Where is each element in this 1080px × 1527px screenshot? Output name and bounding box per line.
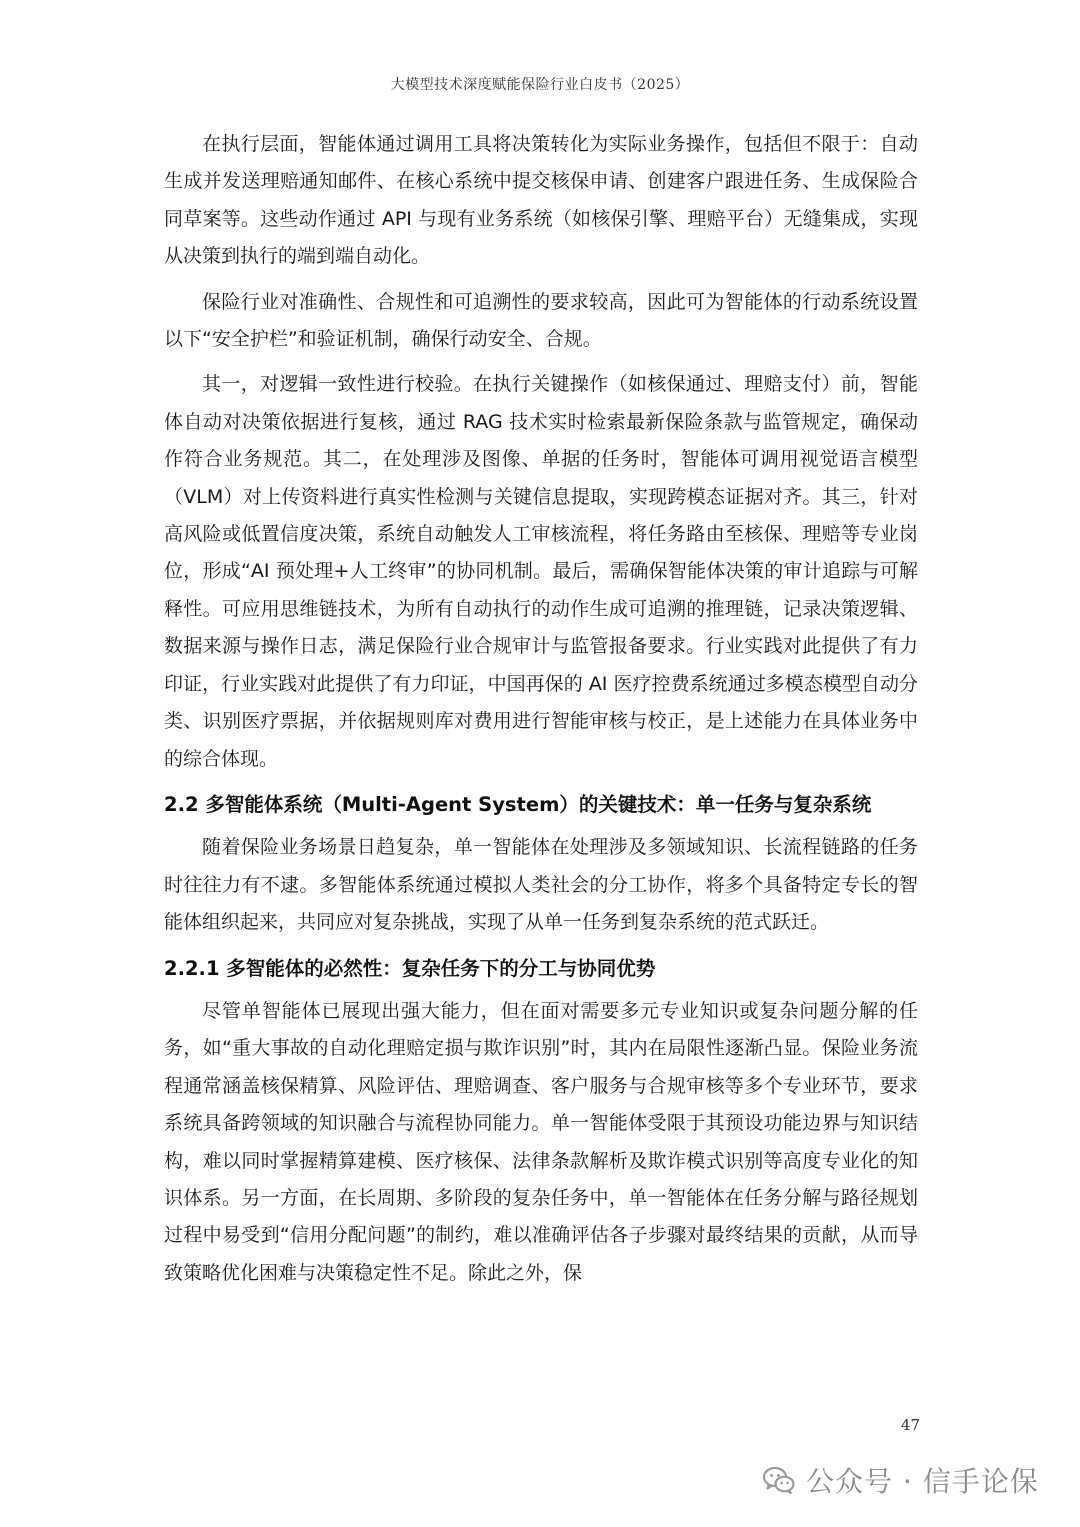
paragraph-multi-agent-intro: 随着保险业务场景日趋复杂，单一智能体在处理涉及多领域知识、长流程链路的任务时往往力有不逮。多智能体系统通过模拟人类社会的分工协作，将多个具备特定专长的智能体组织起来，共同应对复杂挑战，实现了从单一任务到复杂系统的范式跃迁。 (164, 836, 918, 934)
paragraph-execution-layer: 在执行层面，智能体通过调用工具将决策转化为实际业务操作，包括但不限于：自动生成并发送理赔通知邮件、在核心系统中提交核保申请、创建客户跟进任务、生成保险合同草案等。这些动作通过 API 与现有业务系统（如核保引擎、理赔平台）无缝集成，实现从决策到执行的端到端自动化。 (164, 133, 918, 268)
page-content (164, 126, 918, 1292)
running-header: 大模型技术深度赋能保险行业白皮书（2025） (390, 77, 690, 93)
wechat-icon (762, 1463, 796, 1497)
section-heading-2-2-1: 2.2.1 多智能体的必然性：复杂任务下的分工与协同优势 (164, 956, 656, 980)
watermark-text: 公众号 · 信手论保 (806, 1465, 1039, 1498)
page-number: 47 (900, 1416, 920, 1434)
section-heading-2-2: 2.2 多智能体系统（Multi-Agent System）的关键技术：单一任务与复杂系统 (164, 792, 872, 816)
paragraph-guardrails-intro: 保险行业对准确性、合规性和可追溯性的要求较高，因此可为智能体的行动系统设置以下“安全护栏”和验证机制，确保行动安全、合规。 (164, 290, 918, 351)
wechat-watermark (762, 1455, 1039, 1505)
paragraph-guardrails-detail: 其一，对逻辑一致性进行校验。在执行关键操作（如核保通过、理赔支付）前，智能体自动对决策依据进行复核，通过 RAG 技术实时检索最新保险条款与监管规定，确保动作符合业务规范。其二，在处理涉及图像、单据的任务时，智能体可调用视觉语言模型（VLM）对上传资料进行真实性检测与关键信息提取，实现跨模态证据对齐。其三，针对高风险或低置信度决策，系统自动触发人工审核流程，将任务路由至核保、理赔等专业岗位，形成“AI 预处理+人工终审”的协同机制。最后，需确保智能体决策的审计追踪与可解释性。可应用思维链技术，为所有自动执行的动作生成可追溯的推理链，记录决策逻辑、数据来源与操作日志，满足保险行业合规审计与监管报备要求。行业实践对此提供了有力印证，行业实践对此提供了有力印证，中国再保的 AI 医疗控费系统通过多模态模型自动分类、识别医疗票据，并依据规则库对费用进行智能审核与校正，是上述能力在具体业务中的综合体现。 (164, 373, 918, 770)
paragraph-single-agent-limits: 尽管单智能体已展现出强大能力，但在面对需要多元专业知识或复杂问题分解的任务，如“重大事故的自动化理赔定损与欺诈识别”时，其内在局限性逐渐凸显。保险业务流程通常涵盖核保精算、风险评估、理赔调查、客户服务与合规审核等多个专业环节，要求系统具备跨领域的知识融合与流程协同能力。单一智能体受限于其预设功能边界与知识结构，难以同时掌握精算建模、医疗核保、法律条款解析及欺诈模式识别等高度专业化的知识体系。另一方面，在长周期、多阶段的复杂任务中，单一智能体在任务分解与路径规划过程中易受到“信用分配问题”的制约，难以准确评估各子步骤对最终结果的贡献，从而导致策略优化困难与决策稳定性不足。除此之外，保 (164, 999, 918, 1284)
